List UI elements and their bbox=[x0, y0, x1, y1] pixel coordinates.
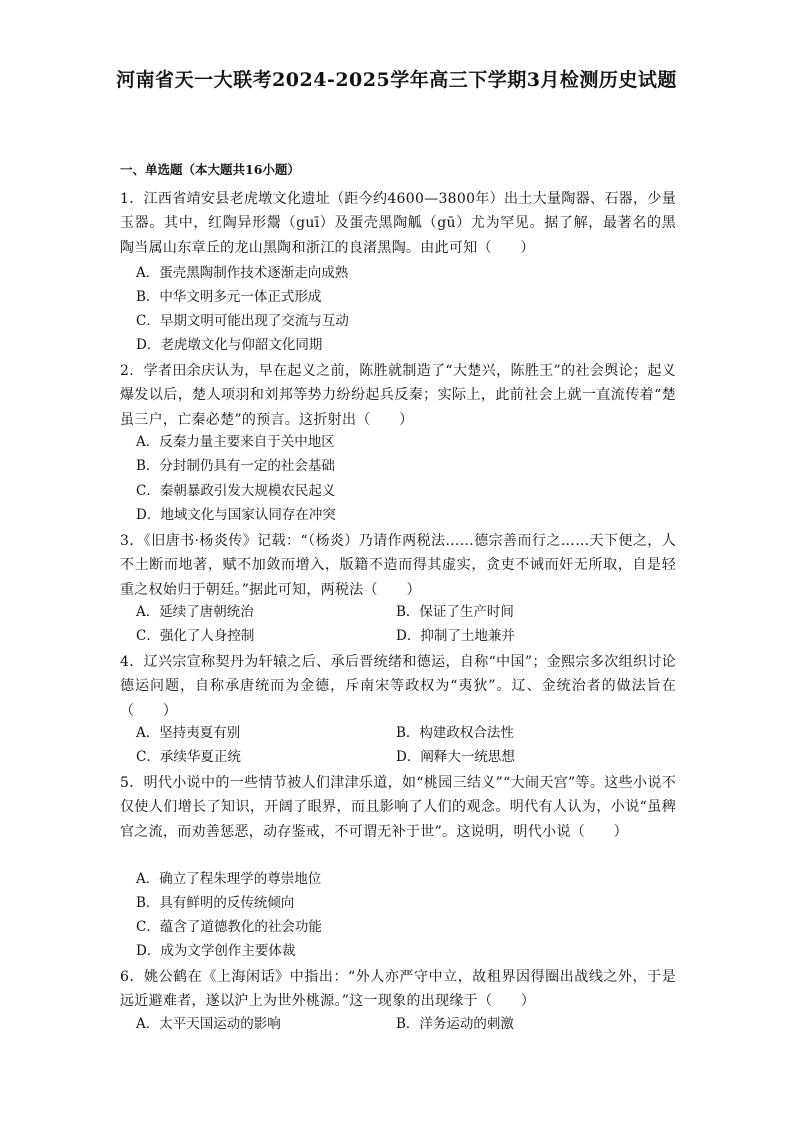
question-2-option-d: D．地域文化与国家认同存在冲突 bbox=[136, 507, 336, 523]
question-5-option-b: B．具有鲜明的反传统倾向 bbox=[136, 895, 295, 911]
question-1-option-c: C．早期文明可能出现了交流与互动 bbox=[136, 313, 349, 329]
question-1-option-b: B．中华文明多元一体正式形成 bbox=[136, 289, 322, 305]
question-6-option-b: B．洋务运动的刺激 bbox=[396, 1016, 514, 1032]
question-4-option-c: C．承续华夏正统 bbox=[136, 749, 241, 765]
question-3-option-a: A．延续了唐朝统治 bbox=[136, 604, 254, 620]
question-3-option-d: D．抑制了土地兼并 bbox=[396, 628, 515, 644]
question-3-option-c: C．强化了人身控制 bbox=[136, 628, 255, 644]
question-1-option-d: D．老虎墩文化与仰韶文化同期 bbox=[136, 337, 323, 353]
question-5-option-c: C．蕴含了道德教化的社会功能 bbox=[136, 919, 322, 935]
question-2-option-a: A．反秦力量主要来自于关中地区 bbox=[136, 434, 335, 450]
question-1-stem: 1．江西省靖安县老虎墩文化遗址（距今约4600—3800年）出土大量陶器、石器，少量玉器。其中，红陶异形鬶（guī）及蛋壳黑陶觚（gū）尤为罕见。据了解，最著名的黑陶当属山东章丘的龙山黑陶和浙江的良渚黑陶。由此可知（ ） bbox=[120, 191, 676, 256]
question-5-option-a: A．确立了程朱理学的尊崇地位 bbox=[136, 871, 322, 887]
question-1-option-a: A．蛋壳黑陶制作技术逐渐走向成熟 bbox=[136, 265, 349, 281]
question-6-option-a: A．太平天国运动的影响 bbox=[136, 1016, 281, 1032]
question-3-option-b: B．保证了生产时间 bbox=[396, 604, 514, 620]
question-2-option-b: B．分封制仍具有一定的社会基础 bbox=[136, 458, 335, 474]
question-6-stem: 6．姚公鹤在《上海闲话》中指出：“外人亦严守中立，故租界因得圈出战线之外，于是远近避难者，遂以沪上为世外桃源。”这一现象的出现缘于（ ） bbox=[120, 969, 676, 1010]
question-4-option-b: B．构建政权合法性 bbox=[396, 725, 514, 741]
page-title: 河南省天一大联考2024-2025学年高三下学期3月检测历史试题 bbox=[116, 69, 677, 91]
question-2-option-c: C．秦朝暴政引发大规模农民起义 bbox=[136, 483, 336, 499]
question-4-option-a: A．坚持夷夏有别 bbox=[136, 725, 241, 741]
question-2-stem: 2．学者田余庆认为，早在起义之前，陈胜就制造了“大楚兴，陈胜王”的社会舆论；起义爆发以后，楚人项羽和刘邦等势力纷纷起兵反秦；实际上，此前社会上就一直流传着“楚虽三户，亡秦必楚”的预言。这折射出（ ） bbox=[120, 363, 676, 428]
question-4-stem: 4．辽兴宗宣称契丹为轩辕之后、承后晋统绪和德运，自称“中国”；金熙宗多次组织讨论德运问题，自称承唐统而为金德，斥南宋等政权为“夷狄”。辽、金统治者的做法旨在（ ） bbox=[120, 654, 676, 719]
question-4-option-d: D．阐释大一统思想 bbox=[396, 749, 515, 765]
section-heading: 一、单选题（本大题共16小题） bbox=[120, 162, 300, 177]
question-5-option-d: D．成为文学创作主要体裁 bbox=[136, 943, 296, 959]
question-5-stem: 5．明代小说中的一些情节被人们津津乐道，如“桃园三结义”“大闹天宫”等。这些小说不仅使人们增长了知识，开阔了眼界，而且影响了人们的观念。明代有人认为，小说“虽稗官之流，而劝善惩恶，动存鉴戒，不可谓无补于世”。这说明，明代小说（ ） bbox=[120, 775, 676, 840]
question-3-stem: 3．《旧唐书·杨炎传》记载：“（杨炎）乃请作两税法……德宗善而行之……天下便之，人不土断而地著，赋不加敛而增入，版籍不造而得其虚实，贪吏不诫而奸无所取，自是轻重之权始归于朝廷。”据此可知，两税法（ ） bbox=[120, 533, 676, 598]
